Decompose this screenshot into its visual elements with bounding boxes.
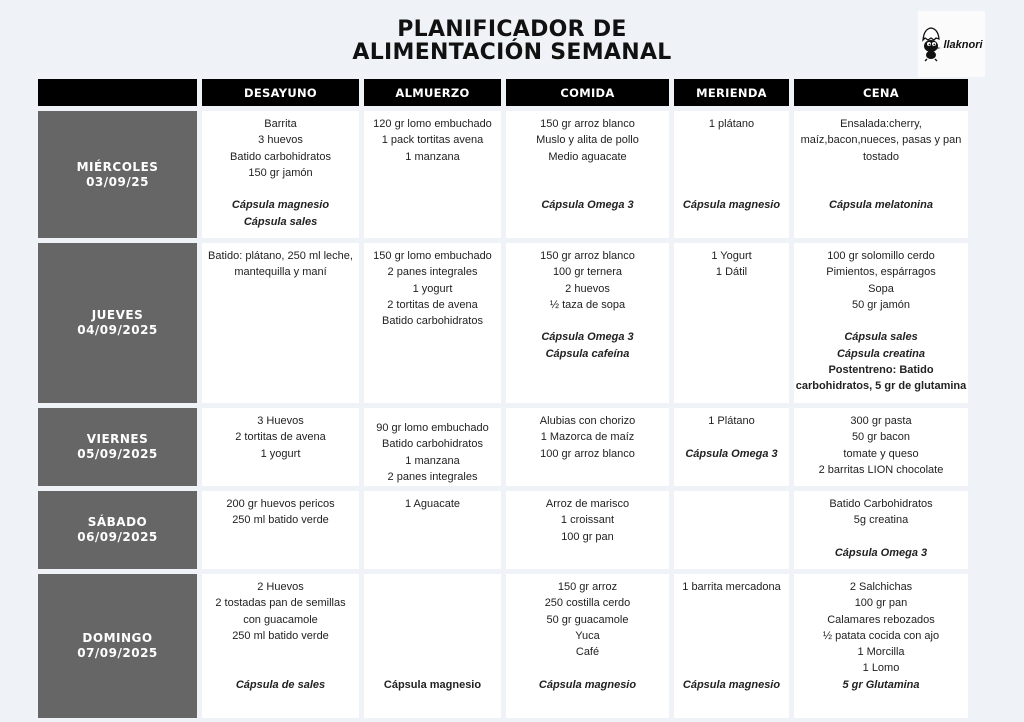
- food-item: 2 huevos: [565, 282, 610, 295]
- spacer: [506, 181, 669, 197]
- food-item: 1 Lomo: [862, 662, 900, 675]
- food-item: 50 gr guacamole: [546, 613, 629, 626]
- food-item: 150 gr arroz blanco: [540, 118, 635, 130]
- day-date: 03/09/25: [86, 174, 149, 189]
- food-item: 3 huevos: [258, 134, 303, 147]
- food-item: 1 pack tortitas avena: [381, 134, 484, 147]
- spacer: [364, 595, 501, 611]
- header-corner: [38, 79, 197, 106]
- spacer: [364, 579, 501, 595]
- supplement-line: Cápsula magnesio: [682, 199, 781, 212]
- day-name: SÁBADO: [87, 515, 148, 529]
- food-item: 100 gr pan: [561, 530, 614, 543]
- food-item: Ensalada:cherry,: [840, 118, 922, 130]
- supplement-line: Cápsula sales: [243, 215, 318, 228]
- spacer: [794, 313, 968, 329]
- food-item: Barrita: [264, 118, 297, 130]
- meal-cell-merienda: [674, 491, 789, 569]
- food-item: con guacamole: [243, 613, 318, 626]
- column-header-cena: CENA: [794, 79, 968, 106]
- meal-cell-merienda: [674, 574, 789, 718]
- food-item: 2 panes integrales: [387, 470, 478, 483]
- spacer: [794, 165, 968, 181]
- spacer: [202, 644, 359, 660]
- supplement-line: Cápsula Omega 3: [834, 546, 928, 559]
- day-label: [38, 408, 197, 486]
- column-header-comida: COMIDA: [506, 79, 669, 106]
- food-item: 2 barritas LION chocolate: [818, 463, 944, 476]
- food-item: tostado: [862, 150, 900, 163]
- spacer: [674, 429, 789, 445]
- food-item: 50 gr jamón: [851, 298, 911, 311]
- food-item: 1 Mazorca de maíz: [540, 431, 635, 444]
- meal-cell-cena: [794, 243, 968, 403]
- day-date: 07/09/2025: [77, 646, 158, 660]
- spacer: [674, 660, 789, 676]
- food-item: 1 yogurt: [412, 282, 453, 295]
- spacer: [674, 612, 789, 628]
- day-label: [38, 243, 197, 403]
- supplement-line: Cápsula Omega 3: [541, 331, 634, 344]
- food-item: 2 tostadas pan de semillas: [215, 597, 346, 610]
- meal-cell-merienda: [674, 111, 789, 238]
- food-item: 1 Dátil: [715, 266, 748, 279]
- food-item: maíz,bacon,nueces, pasas y pan: [800, 134, 962, 147]
- supplement-line: Cápsula magnesio: [231, 199, 330, 212]
- food-item: 100 gr solomillo cerdo: [827, 250, 935, 262]
- supplement-line: carbohidratos, 5 gr de glutamina: [795, 380, 967, 393]
- food-item: tomate y queso: [843, 447, 919, 460]
- food-item: Sopa: [868, 282, 894, 295]
- spacer: [202, 660, 359, 676]
- spacer: [506, 165, 669, 181]
- day-label: [38, 491, 197, 569]
- food-item: 90 gr lomo embuchado: [376, 422, 489, 434]
- spacer: [674, 149, 789, 165]
- day-label: [38, 574, 197, 718]
- food-item: Batido carbohidratos: [230, 150, 331, 163]
- food-item: Medio aguacate: [548, 150, 627, 163]
- spacer: [364, 660, 501, 676]
- meal-cell-merienda: [674, 243, 789, 403]
- food-item: 150 gr arroz: [557, 581, 618, 593]
- day-name: JUEVES: [91, 308, 144, 322]
- meal-cell-desayuno: [202, 111, 359, 238]
- food-item: 5g creatina: [853, 514, 909, 527]
- food-item: 1 croissant: [560, 514, 615, 527]
- spacer: [794, 529, 968, 545]
- food-item: 150 gr lomo embuchado: [373, 250, 492, 262]
- supplement-line: Cápsula cafeína: [545, 347, 630, 360]
- food-item: 120 gr lomo embuchado: [373, 118, 492, 130]
- supplement-line: Cápsula magnesio: [538, 678, 637, 691]
- brand-logo: [918, 11, 985, 77]
- food-item: Café: [575, 646, 600, 659]
- meal-cell-almuerzo: [364, 574, 501, 718]
- food-item: Batido carbohidratos: [382, 315, 483, 328]
- food-item: ½ taza de sopa: [549, 298, 626, 311]
- supplement-line: 5 gr Glutamina: [842, 678, 920, 691]
- meal-cell-almuerzo: [364, 491, 501, 569]
- food-item: Pimientos, espárragos: [826, 266, 936, 279]
- spacer: [674, 181, 789, 197]
- meal-cell-almuerzo: [364, 111, 501, 238]
- food-item: 1 Yogurt: [711, 250, 752, 262]
- food-item: 250 ml batido verde: [232, 514, 329, 527]
- food-item: Batido Carbohidratos: [829, 498, 933, 510]
- column-header-almuerzo: ALMUERZO: [364, 79, 501, 106]
- day-date: 06/09/2025: [77, 530, 158, 544]
- food-item: Arroz de marisco: [545, 498, 630, 510]
- title-line-2: ALIMENTACIÓN SEMANAL: [352, 40, 672, 65]
- day-date: 05/09/2025: [77, 447, 158, 461]
- spacer: [364, 644, 501, 660]
- supplement-line: Cápsula melatonina: [829, 199, 933, 212]
- food-item: 1 Morcilla: [857, 646, 905, 659]
- title-line-1: PLANIFICADOR DE: [397, 17, 627, 42]
- spacer: [674, 595, 789, 611]
- food-item: 1 manzana: [405, 150, 460, 163]
- food-item: 250 costilla cerdo: [544, 597, 631, 610]
- food-item: Batido carbohidratos: [382, 438, 483, 451]
- spacer: [364, 612, 501, 628]
- meal-cell-comida: [506, 574, 669, 718]
- supplement-line: Cápsula Omega 3: [541, 199, 634, 212]
- meal-cell-almuerzo: [364, 243, 501, 403]
- meal-cell-comida: [506, 408, 669, 486]
- spacer: [364, 628, 501, 644]
- meal-cell-cena: [794, 408, 968, 486]
- page-title: [250, 18, 774, 64]
- meal-cell-almuerzo: [364, 408, 501, 486]
- meal-cell-cena: [794, 574, 968, 718]
- day-name: VIERNES: [86, 432, 149, 446]
- food-item: 100 gr arroz blanco: [540, 447, 635, 460]
- meal-cell-cena: [794, 111, 968, 238]
- day-name: MIÉRCOLES: [76, 159, 159, 174]
- food-item: 150 gr jamón: [248, 166, 313, 179]
- food-item: 1 Plátano: [708, 415, 755, 427]
- spacer: [674, 628, 789, 644]
- supplement-line: Postentreno: Batido: [828, 364, 934, 377]
- food-item: 100 gr ternera: [552, 266, 623, 279]
- spacer: [674, 165, 789, 181]
- food-item: 2 Huevos: [257, 581, 304, 593]
- day-label: [38, 111, 197, 238]
- food-item: 1 plátano: [708, 118, 755, 130]
- food-item: Muslo y alita de pollo: [536, 134, 639, 147]
- meal-cell-desayuno: [202, 491, 359, 569]
- food-item: 250 ml batido verde: [232, 629, 329, 642]
- supplement-line: Cápsula magnesio: [383, 678, 482, 691]
- food-item: 2 tortitas de avena: [387, 298, 478, 311]
- supplement-line: Cápsula sales: [844, 331, 918, 344]
- column-header-merienda: MERIENDA: [674, 79, 789, 106]
- food-item: Alubias con chorizo: [539, 415, 636, 427]
- food-item: 2 panes integrales: [387, 266, 478, 279]
- food-item: ½ patata cocida con ajo: [822, 629, 940, 642]
- meal-cell-comida: [506, 111, 669, 238]
- food-item: 50 gr bacon: [851, 431, 911, 444]
- spacer: [506, 313, 669, 329]
- meal-cell-comida: [506, 243, 669, 403]
- supplement-line: Cápsula creatina: [836, 347, 926, 360]
- meal-planner-table: [38, 79, 968, 718]
- column-header-desayuno: DESAYUNO: [202, 79, 359, 106]
- food-item: 2 Salchichas: [849, 581, 913, 593]
- food-item: 1 yogurt: [260, 447, 301, 460]
- meal-cell-desayuno: [202, 243, 359, 403]
- supplement-line: Cápsula magnesio: [682, 678, 781, 691]
- spacer: [674, 644, 789, 660]
- meal-cell-desayuno: [202, 408, 359, 486]
- food-item: 3 Huevos: [257, 415, 304, 427]
- meal-cell-cena: [794, 491, 968, 569]
- spacer: [202, 181, 359, 197]
- chick-in-eggshell-icon: [920, 26, 942, 62]
- food-item: 100 gr pan: [854, 597, 908, 610]
- food-item: 150 gr arroz blanco: [540, 250, 635, 262]
- food-item: 1 barrita mercadona: [682, 581, 781, 593]
- day-name: DOMINGO: [82, 631, 153, 645]
- logo-text: llaknori: [943, 39, 983, 51]
- spacer: [794, 181, 968, 197]
- meal-cell-merienda: [674, 408, 789, 486]
- supplement-line: Cápsula de sales: [235, 678, 326, 691]
- food-item: 200 gr huevos pericos: [226, 498, 335, 510]
- food-item: 2 tortitas de avena: [235, 431, 326, 444]
- food-item: Batido: plátano, 250 ml leche,: [208, 250, 353, 262]
- day-date: 04/09/2025: [77, 323, 158, 337]
- spacer: [674, 132, 789, 148]
- meal-cell-desayuno: [202, 574, 359, 718]
- food-item: 1 manzana: [405, 454, 460, 467]
- spacer: [506, 660, 669, 676]
- food-item: Yuca: [575, 629, 600, 642]
- food-item: Calamares rebozados: [827, 613, 935, 626]
- supplement-line: Cápsula Omega 3: [685, 447, 778, 460]
- food-item: 1 Aguacate: [404, 498, 461, 510]
- meal-cell-comida: [506, 491, 669, 569]
- food-item: mantequilla y maní: [234, 266, 327, 279]
- food-item: 300 gr pasta: [850, 415, 912, 427]
